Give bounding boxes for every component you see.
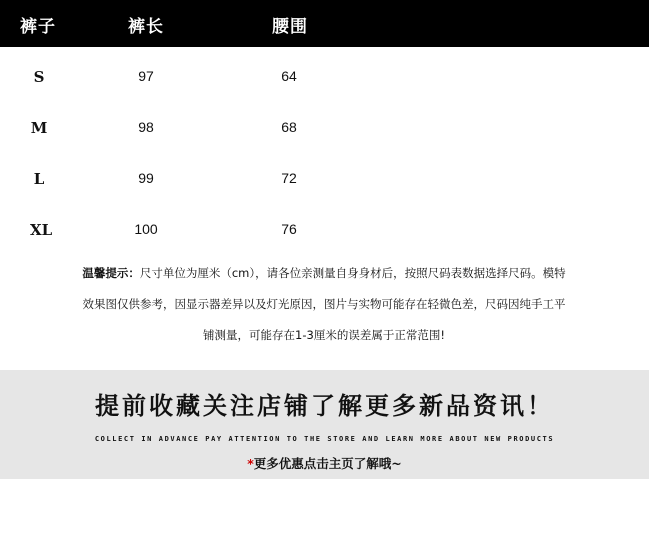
note-line-3: 铺测量，可能存在1-3厘米的误差属于正常范围! [203, 328, 445, 342]
homepage-link-label: 更多优惠点击主页了解哦~ [253, 456, 402, 471]
promo-banner [0, 370, 649, 479]
size-cell: S [33, 68, 45, 86]
size-note [60, 258, 588, 351]
length-cell: 100 [134, 221, 158, 237]
length-cell: 98 [138, 119, 154, 135]
waist-cell: 64 [281, 68, 297, 84]
header-waist: 腰围 [272, 17, 308, 37]
waist-cell: 72 [281, 170, 297, 186]
size-table-header [0, 0, 649, 47]
waist-cell: 76 [281, 221, 297, 237]
header-pants: 裤子 [20, 17, 56, 37]
promo-title: 提前收藏关注店铺了解更多新品资讯！ [95, 391, 554, 420]
note-line-2: 效果图仅供参考，因显示器差异以及灯光原因，图片与实物可能存在轻微色差，尺码因纯手工平 [82, 297, 566, 311]
note-label: 温馨提示： [82, 266, 140, 280]
homepage-link[interactable] [0, 454, 649, 472]
size-cell: XL [30, 221, 53, 239]
length-cell: 97 [138, 68, 154, 84]
table-row [0, 164, 649, 194]
promo-subtitle: COLLECT IN ADVANCE PAY ATTENTION TO THE STORE AND LEARN MORE ABOUT NEW PRODUCTS [94, 435, 555, 443]
header-length: 裤长 [128, 17, 164, 37]
table-row [0, 62, 649, 92]
size-cell: L [33, 170, 45, 188]
table-row [0, 113, 649, 143]
table-row [0, 215, 649, 245]
asterisk-icon: * [247, 456, 254, 471]
size-cell: M [30, 119, 48, 137]
note-line-1 [60, 258, 588, 289]
waist-cell: 68 [281, 119, 297, 135]
length-cell: 99 [138, 170, 154, 186]
note-text-1: 尺寸单位为厘米（cm），请各位亲测量自身身材后，按照尺码表数据选择尺码。模特 [139, 266, 566, 280]
